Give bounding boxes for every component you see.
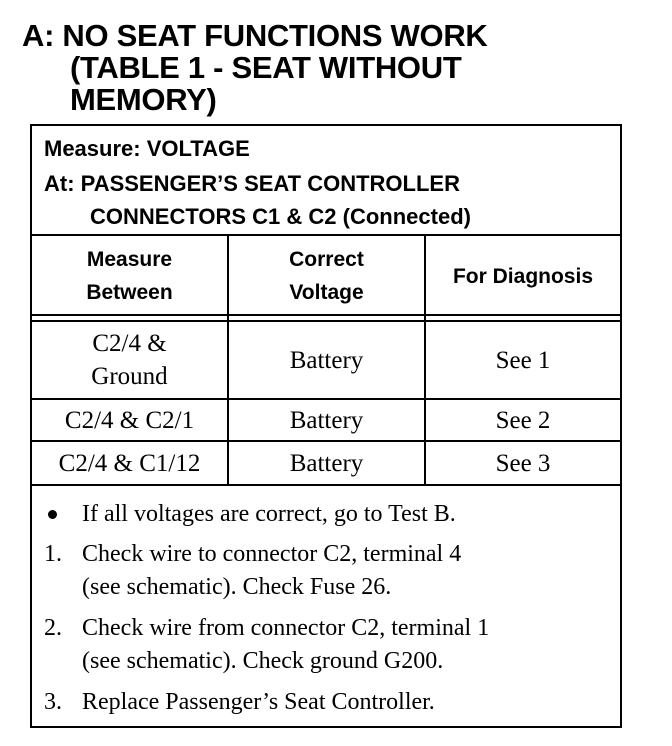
at-label-line-2: CONNECTORS C1 & C2 (Connected) [90,204,471,229]
row-3-voltage: Battery [289,449,364,477]
row-3-diagnosis: See 3 [495,449,551,477]
at-label-line-1: At: PASSENGER’S SEAT CONTROLLER [44,171,460,196]
note-text: Check wire to connector C2, terminal 4 [82,541,462,567]
row-2-measure-between: C2/4 & C2/1 [64,406,195,434]
column-header-line: Voltage [289,281,364,304]
row-1-voltage: Battery [289,346,364,374]
divider-colhead-1 [32,314,620,316]
measure-label: Measure: VOLTAGE [44,136,250,161]
row-1-diagnosis: See 1 [495,346,551,374]
note-number: 3. [44,689,62,715]
title-line-1: A: NO SEAT FUNCTIONS WORK [22,18,488,53]
column-header-correct-voltage [229,236,424,316]
divider-row-3 [32,484,620,486]
row-3-measure-between: C2/4 & C1/12 [58,449,201,477]
cell-line: C2/4 & [92,330,167,357]
note-number: 2. [44,615,62,641]
note-text: Check wire from connector C2, terminal 1 [82,615,490,641]
column-header-measure-between [32,236,227,316]
column-header-for-diagnosis [426,236,620,316]
title-line-3: MEMORY) [70,82,217,117]
column-header-line: For Diagnosis [452,264,594,288]
row-2-diagnosis: See 2 [495,406,551,434]
note-text: Replace Passenger’s Seat Controller. [82,689,435,715]
row-1-measure-between [32,322,227,398]
page-title [22,20,488,116]
measure-header [32,126,620,236]
note-text: If all voltages are correct, go to Test B. [82,501,456,527]
column-header-line: Between [86,281,173,304]
cell-line: Ground [91,363,168,390]
column-header-line: Measure [86,248,173,271]
row-2-voltage: Battery [289,406,364,434]
note-text: (see schematic). Check ground G200. [82,648,444,674]
bullet-icon [48,510,57,519]
test-table-panel [30,124,622,728]
note-number: 1. [44,541,62,567]
title-line-2: (TABLE 1 - SEAT WITHOUT [70,50,462,85]
note-text: (see schematic). Check Fuse 26. [82,574,392,600]
column-header-line: Correct [289,248,364,271]
